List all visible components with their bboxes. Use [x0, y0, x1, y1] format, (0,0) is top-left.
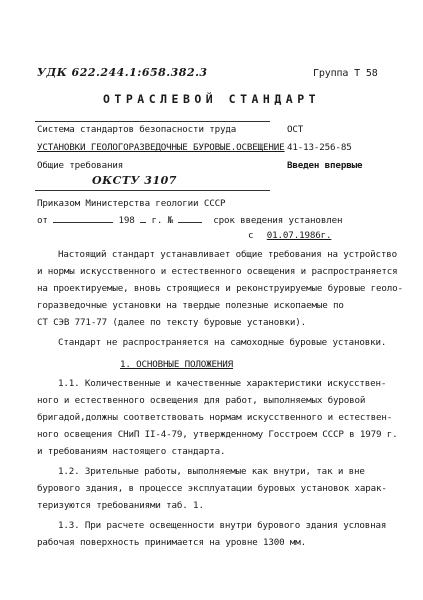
top-rule	[35, 121, 270, 122]
number-blank	[178, 214, 202, 223]
para-1-1-line: бригадой,должны соответствовать нормам искусственного и естествен-	[37, 412, 393, 423]
handwritten-oksty: ОКСТУ 3107	[92, 174, 177, 187]
date-prefix: с	[248, 230, 254, 241]
intro-line: СТ СЭВ 771-77 (далее по тексту буровые установки).	[37, 317, 307, 328]
para-1-1-line: 1.1. Количественные и качественные характеристики искусствен-	[58, 378, 387, 389]
system-line: Система стандартов безопасности труда	[37, 124, 237, 135]
introduced-first: Введен впервые	[287, 160, 363, 171]
effective-date-line	[248, 230, 339, 241]
ost-number: 41-13-256-85	[287, 142, 352, 153]
order-date-line	[37, 214, 342, 226]
intro-line: на проектируемые, вновь строящиеся и реконструируемые буровые геоло-	[37, 283, 403, 294]
scope-note: Стандарт не распространяется на самоходные буровые установки.	[58, 337, 387, 348]
standard-name: УСТАНОВКИ ГЕОЛОГОРАЗВЕДОЧНЫЕ БУРОВЫЕ.ОСВЕЩЕНИЕ	[37, 142, 285, 153]
document-title: ОТРАСЛЕВОЙ СТАНДАРТ	[103, 92, 321, 106]
bottom-rule	[35, 190, 270, 191]
para-1-1-line: ного и естественного освещения для работ, выполняемых буровой	[37, 395, 366, 406]
date-blank	[53, 214, 113, 223]
effective-date: 01.07.1986г.	[266, 230, 332, 241]
year-text: 198	[118, 215, 135, 226]
order-line: Приказом Министерства геологии СССР	[37, 198, 226, 209]
intro-line: Настоящий стандарт устанавливает общие требования на устройство	[58, 249, 398, 260]
para-1-1-line: и требованиям настоящего стандарта.	[37, 446, 226, 457]
deadline-text: срок введения установлен	[213, 215, 343, 226]
g-label: г.	[151, 215, 163, 226]
udk-code: УДК 622.244.1:658.382.3	[37, 66, 208, 79]
standard-subtitle: Общие требования	[37, 160, 124, 171]
para-1-2-line: бурового здания, в процессе эксплуатации буровых установок харак-	[37, 483, 387, 494]
group-label: Группа Т 58	[313, 68, 378, 79]
number-sign: №	[167, 215, 174, 226]
intro-line: горазведочные установки на твердые полезные ископаемые по	[37, 300, 344, 311]
year-blank	[140, 214, 146, 223]
para-1-1-line: ного освещения СНиП II-4-79, утвержденному Госстроем СССР в 1979 г.	[37, 429, 398, 440]
para-1-3-line: 1.3. При расчете освещенности внутри бурового здания условная	[58, 520, 387, 531]
ost-label: ОСТ	[287, 124, 304, 135]
section-heading: 1. ОСНОВНЫЕ ПОЛОЖЕНИЯ	[120, 359, 234, 370]
para-1-3-line: рабочая поверхность принимается на уровне 1300 мм.	[37, 537, 307, 548]
para-1-2-line: 1.2. Зрительные работы, выполняемые как внутри, так и вне	[58, 466, 365, 477]
intro-line: и нормы искусственного и естественного освещения и распространяется	[37, 266, 398, 277]
from-label: от	[37, 215, 48, 226]
para-1-2-line: теризуются требованиями таб. 1.	[37, 500, 204, 511]
